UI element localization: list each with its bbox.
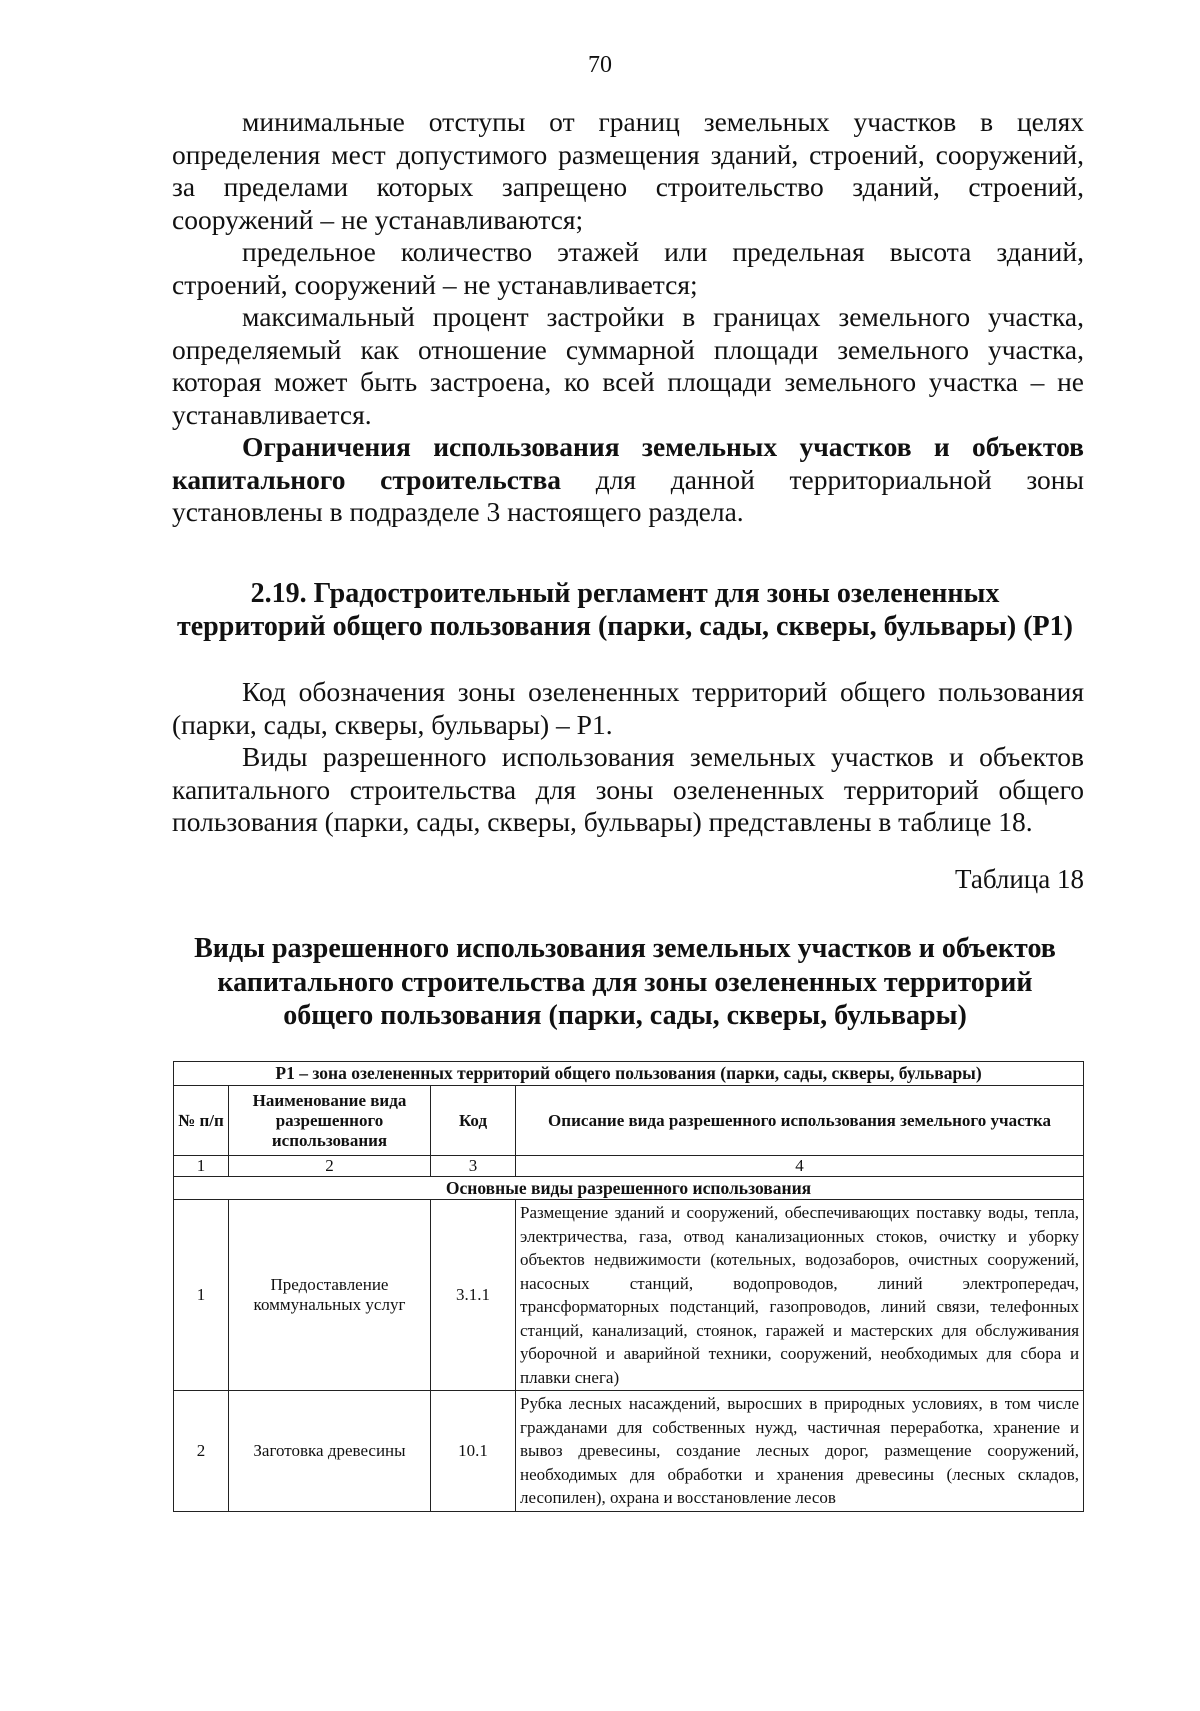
paragraph-restrictions [172, 431, 1084, 529]
col-number: 4 [516, 1156, 1084, 1177]
table-title-line: Виды разрешенного использования земельных участков и объектов [194, 933, 1056, 964]
body-text-section [172, 676, 1084, 839]
table-group-row [174, 1177, 1084, 1200]
table-header-row [174, 1086, 1084, 1156]
paragraph-floors: предельное количество этажей или предельная высота зданий, строений, сооружений – не устанавливается; [172, 236, 1084, 300]
section-heading-line2: территорий общего пользования (парки, сады, скверы, бульвары) (Р1) [177, 611, 1073, 642]
col-header-code: Код [431, 1086, 516, 1156]
zone-header: Р1 – зона озелененных территорий общего пользования (парки, сады, скверы, бульвары) [174, 1062, 1084, 1086]
col-number: 3 [431, 1156, 516, 1177]
section-heading-line1: 2.19. Градостроительный регламент для зоны озелененных [250, 578, 1000, 609]
section-heading [150, 577, 1100, 643]
col-header-name: Наименование вида разрешенного использования [229, 1086, 431, 1156]
row-code: 10.1 [431, 1391, 516, 1512]
table-zone-row [174, 1062, 1084, 1086]
table-caption: Таблица 18 [955, 864, 1084, 894]
row-number: 2 [174, 1391, 229, 1512]
page-number: 70 [588, 52, 612, 78]
body-text-top [172, 106, 1084, 529]
table-title-line: капитального строительства для зоны озелененных территорий [217, 966, 1033, 998]
paragraph-coverage: максимальный процент застройки в границах земельного участка, определяемый как отношение суммарной площади земельного участка, которая может быть застроена, ко всей площади земельного участка – не устанавливается. [172, 301, 1084, 430]
paragraph-usage-types: Виды разрешенного использования земельных участков и объектов капитального строительства для зоны озелененных территорий общего пользования (парки, сады, скверы, бульвары) представлены в таблице 18. [172, 741, 1084, 837]
row-number: 1 [174, 1200, 229, 1391]
row-usage-name: Предоставление коммунальных услуг [229, 1200, 431, 1391]
table-title [150, 932, 1100, 1033]
col-number: 1 [174, 1156, 229, 1177]
row-description: Рубка лесных насаждений, выросших в природных условиях, в том числе гражданами для собственных нужд, частичная переработка, хранение и вывоз древесины, создание лесных дорог, размещение сооружений, необходимых для обработки и хранения древесины (лесных складов, лесопилен), охрана и восстановление лесов [516, 1391, 1084, 1512]
paragraph-setbacks: минимальные отступы от границ земельных участков в целях определения мест допустимого размещения зданий, строений, сооружений, за пределами которых запрещено строительство зданий, строений, сооружений – не устанавливаются; [172, 106, 1084, 235]
table-column-numbers-row [174, 1156, 1084, 1177]
col-header-description: Описание вида разрешенного использования земельного участка [516, 1086, 1084, 1156]
usage-table [173, 1061, 1084, 1512]
group-header: Основные виды разрешенного использования [174, 1177, 1084, 1200]
table-title-line: общего пользования (парки, сады, скверы, бульвары) [283, 1000, 967, 1031]
restrictions-bold: Ограничения использования земельных участков и объектов капитального строительства [172, 431, 1084, 495]
col-header-number: № п/п [174, 1086, 229, 1156]
table-row [174, 1391, 1084, 1512]
paragraph-zone-code: Код обозначения зоны озелененных территорий общего пользования (парки, сады, скверы, бульвары) – Р1. [172, 676, 1084, 740]
row-description: Размещение зданий и сооружений, обеспечивающих поставку воды, тепла, электричества, газа, отвод канализационных стоков, очистку и уборку объектов недвижимости (котельных, водозаборов, очистных сооружений, насосных станций, водопроводов, линий электропередач, трансформаторных подстанций, газопроводов, линий связи, телефонных станций, канализаций, стоянок, гаражей и мастерских для обслуживания уборочной и аварийной техники, сооружений, необходимых для сбора и плавки снега) [516, 1200, 1084, 1391]
row-code: 3.1.1 [431, 1200, 516, 1391]
row-usage-name: Заготовка древесины [229, 1391, 431, 1512]
table-row [174, 1200, 1084, 1391]
col-number: 2 [229, 1156, 431, 1177]
restrictions-rest: для данной территориальной зоны установлены в подразделе 3 настоящего раздела. [172, 463, 1084, 527]
